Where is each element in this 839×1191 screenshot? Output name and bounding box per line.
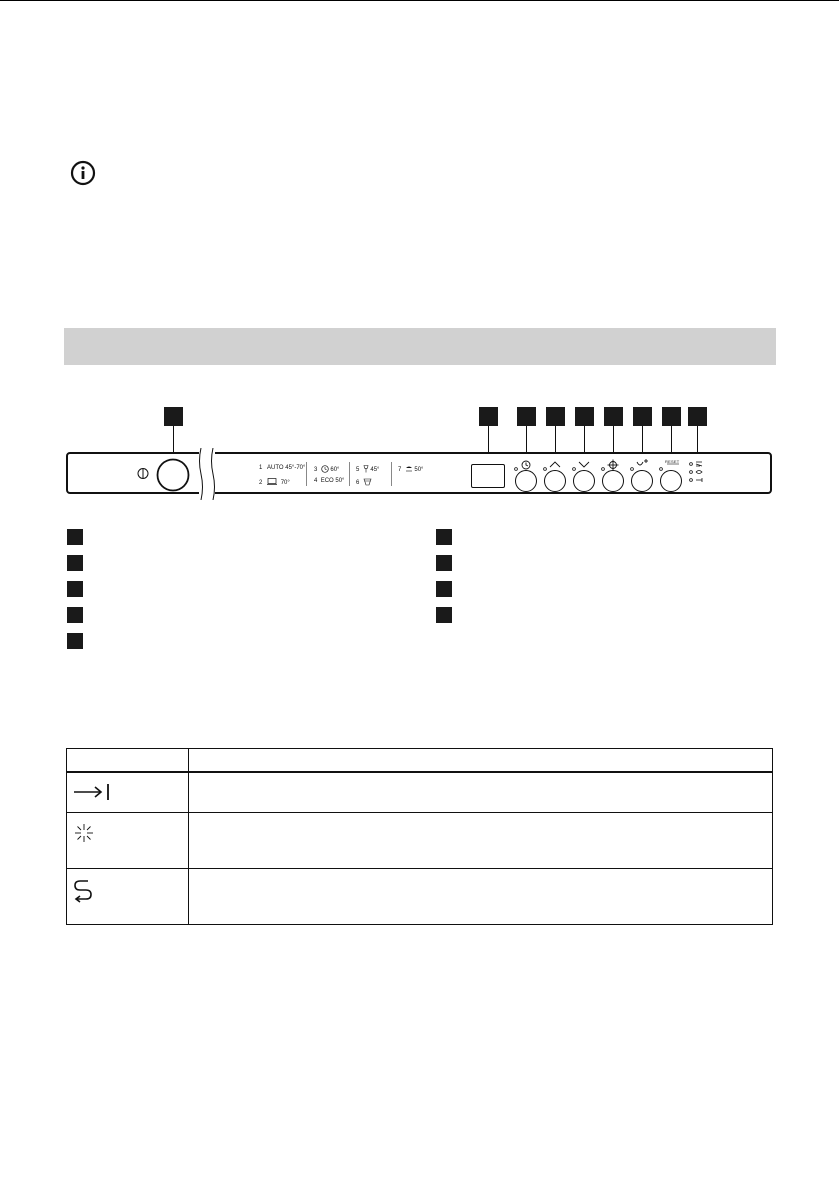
reset-label: RESET [665,459,680,464]
table-row [67,813,773,869]
programme-divider [349,462,350,486]
table-row [67,869,773,925]
wine-glass-icon [363,465,369,473]
legend-marker-7 [436,555,452,571]
callout-marker-delay-start [517,407,536,426]
sparkle-icon [73,822,95,844]
legend-marker-3 [67,581,83,597]
indicator-table [66,748,773,925]
table-cell-description [189,772,773,813]
callout-marker-reset [662,407,681,426]
table-header-description [189,749,773,773]
rinse-loop-icon [73,878,93,904]
legend-marker-5 [67,633,83,649]
programme-4: 4 ECO 50° [314,478,345,484]
indicator-column [688,460,708,486]
table-cell-description [189,813,773,869]
power-knob[interactable] [156,458,190,492]
callout-marker-up [546,407,565,426]
callout-marker-extra-dry [604,407,623,426]
programme-1: 1 AUTO 45°-70° [259,465,306,471]
callout-marker-display [479,407,498,426]
end-phase-icon [73,782,111,802]
delay-start-button[interactable] [515,470,537,492]
legend-marker-2 [67,555,83,571]
table-row [67,772,773,813]
table-header-indicator [67,749,189,773]
glass-rack-icon [267,478,277,485]
programme-2: 2 70° [259,480,290,486]
callout-marker-power [164,407,183,426]
down-button[interactable] [573,470,595,492]
callout-marker-rinse-aid [633,407,652,426]
callout-marker-indicators [688,407,707,426]
programme-3: 3 60° [314,467,340,473]
legend-marker-8 [436,581,452,597]
programme-divider [391,462,392,486]
legend-marker-1 [67,529,83,545]
power-icon [137,467,149,480]
clock-icon [321,465,329,473]
legend-marker-4 [67,607,83,623]
legend-marker-6 [436,529,452,545]
callout-marker-down [575,407,594,426]
panel-break-lines [197,448,217,500]
rinse-icon [363,478,372,486]
programme-7: 7 50° [398,467,424,473]
programme-divider [306,462,307,486]
legend-marker-9 [436,607,452,623]
programme-6: 6 [356,478,372,487]
table-cell-description [189,869,773,925]
extra-dry-button[interactable] [602,470,624,492]
section-header-bar [64,328,776,365]
display-window [471,464,505,488]
top-rule [0,0,839,1]
rinse-aid-button[interactable] [631,470,653,492]
programme-5: 5 45° [356,467,380,473]
shower-icon [405,465,413,473]
info-icon [70,160,96,186]
up-button[interactable] [544,470,566,492]
reset-button[interactable] [660,470,682,492]
